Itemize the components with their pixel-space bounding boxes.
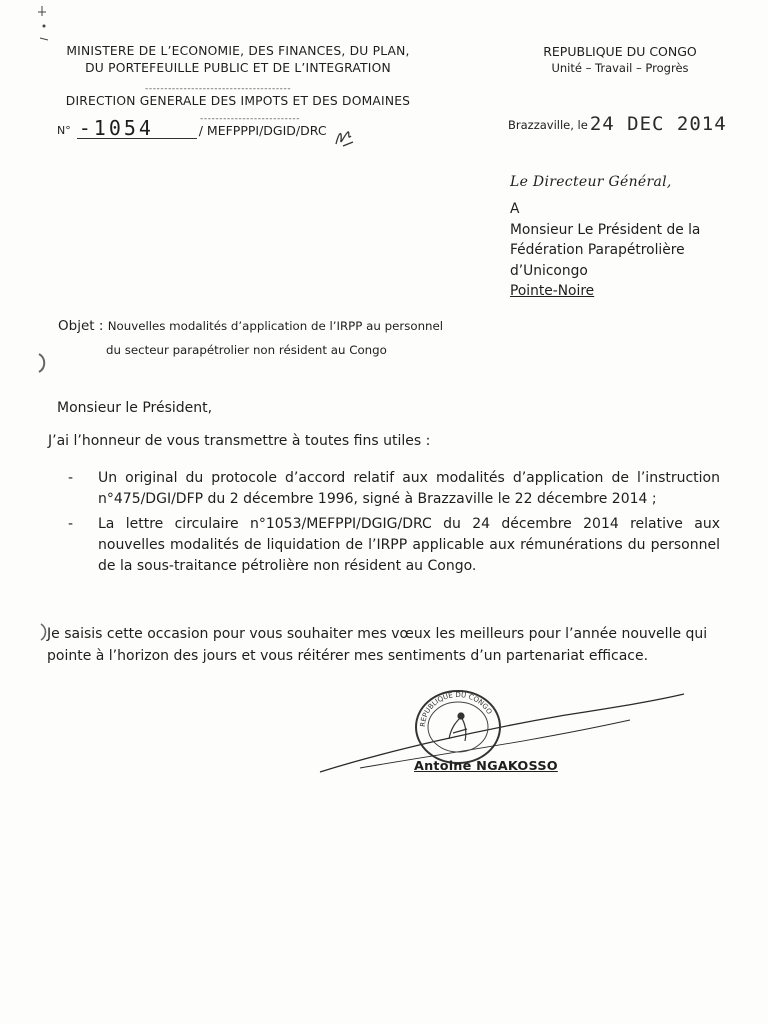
- recipient-city: Pointe-Noire: [510, 283, 595, 299]
- list-item-text: La lettre circulaire n°1053/MEFPPI/DGIG/DRC du 24 décembre 2014 relative aux nouvelles modalités de liquidation de l’IRPP applicable aux rémunérations du personnel de la sous-traitance pétrolière non résident au Congo.: [98, 516, 720, 574]
- date-label: Brazzaville, le: [508, 118, 588, 132]
- list-item-text: Un original du protocole d’accord relatif aux modalités d’application de l’instruction n°475/DGI/DFP du 2 décembre 1996, signé à Brazzaville le 22 décembre 2014 ;: [98, 470, 720, 507]
- republic-name: REPUBLIQUE DU CONGO: [543, 44, 697, 59]
- direction-heading: DIRECTION GENERALE DES IMPOTS ET DES DOMAINES: [65, 94, 411, 108]
- list-bullet: -: [68, 516, 74, 532]
- list-bullet: -: [68, 470, 74, 486]
- official-seal: [411, 687, 505, 765]
- separator-dashes: --------------------------------------: [145, 84, 292, 94]
- reference-prefix: N°: [57, 124, 71, 137]
- intro-paragraph: J’ai l’honneur de vous transmettre à toutes fins utiles :: [48, 433, 431, 449]
- emblem-icon: [449, 713, 467, 741]
- salutation: Monsieur le Président,: [57, 400, 213, 416]
- place-date: [508, 113, 727, 135]
- subject-label: Objet :: [58, 318, 104, 334]
- punch-hole-icon: [36, 352, 50, 374]
- recipient-a: A: [510, 201, 520, 217]
- sender-title: Le Directeur Général,: [510, 174, 672, 190]
- list-item: [68, 468, 720, 510]
- subject-text-1: Nouvelles modalités d’application de l’IRPP au personnel: [107, 319, 444, 333]
- ministry-heading: [38, 43, 438, 77]
- signatory-name: Antoine NGAKOSSO: [414, 759, 558, 774]
- reference-number-value: -1054: [77, 118, 197, 139]
- subject-text-2: du secteur parapétrolier non résident au Congo: [106, 343, 387, 357]
- republic-motto: Unité – Travail – Progrès: [551, 61, 689, 75]
- closing-paragraph: Je saisis cette occasion pour vous souhaiter mes vœux les meilleurs pour l’année nouvelle qui pointe à l’horizon des jours et vous réitérer mes sentiments d’un partenariat efficace.: [47, 626, 708, 664]
- date-stamp: 24 DEC 2014: [589, 113, 727, 135]
- separator-dashes-2: --------------------------: [200, 114, 301, 124]
- enclosure-list: [68, 468, 720, 581]
- reference-suffix: / MEFPPPI/DGID/DRC: [198, 123, 327, 138]
- republic-heading: [515, 43, 725, 77]
- handwritten-initials: [333, 126, 357, 150]
- ministry-line-1: MINISTERE DE L’ECONOMIE, DES FINANCES, DU PLAN,: [66, 44, 410, 58]
- recipient-block: [510, 199, 700, 302]
- recipient-line-1: Monsieur Le Président de la: [510, 221, 701, 238]
- reference-number: [57, 118, 327, 139]
- seal-text: REPUBLIQUE DU CONGO: [418, 690, 494, 728]
- recipient-line-2: Fédération Parapétrolière: [510, 242, 685, 258]
- ministry-line-2: DU PORTEFEUILLE PUBLIC ET DE L’INTEGRATION: [85, 61, 391, 75]
- recipient-line-3: d’Unicongo: [510, 262, 588, 279]
- subject-line: [58, 318, 443, 334]
- list-item: [68, 514, 720, 577]
